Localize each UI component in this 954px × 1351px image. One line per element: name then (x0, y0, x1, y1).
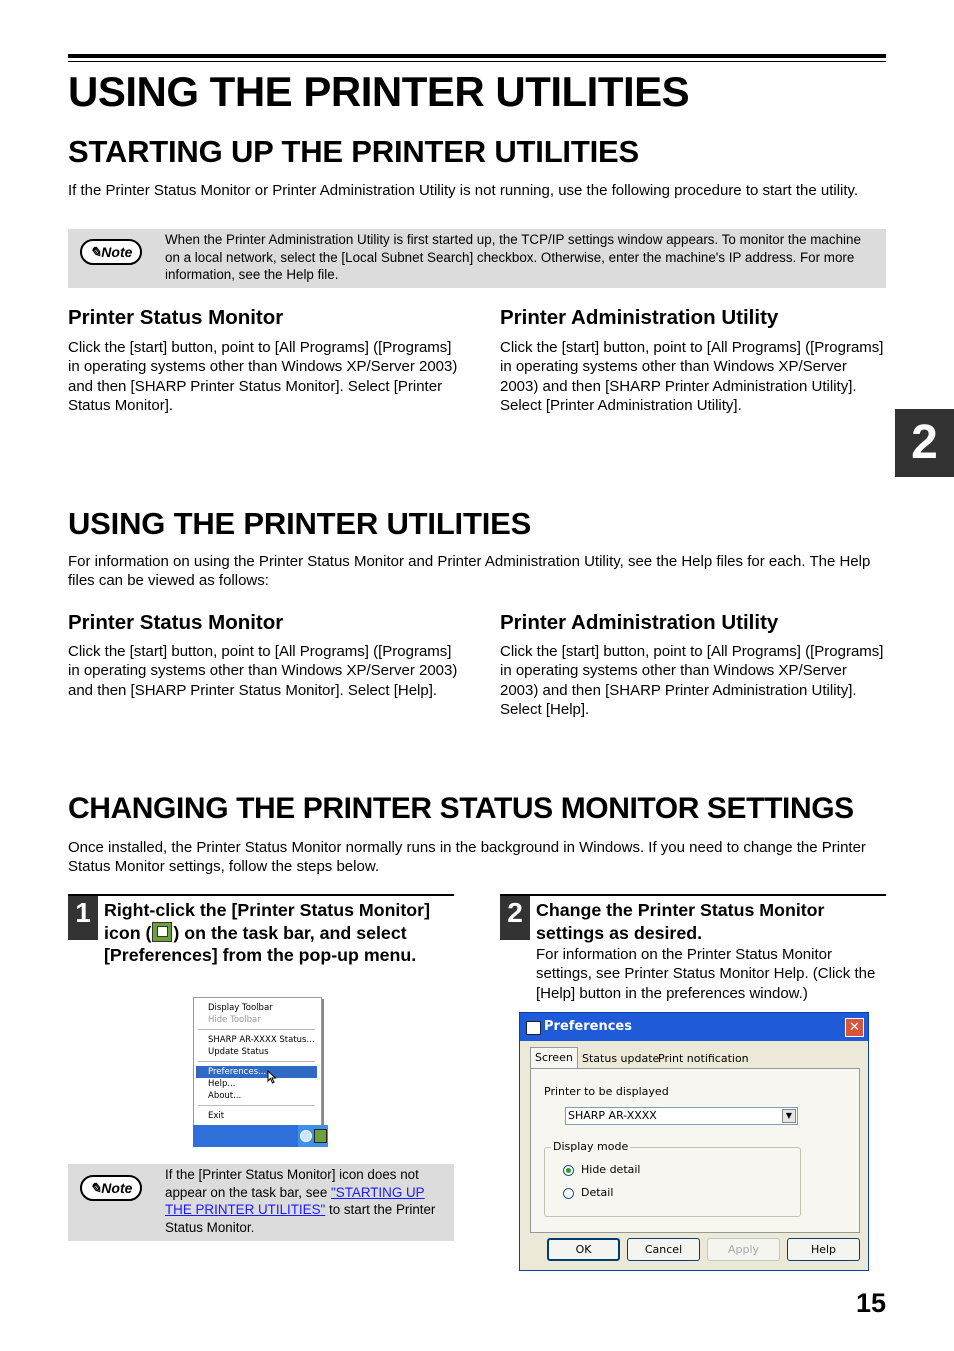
ok-button[interactable]: OK (547, 1238, 620, 1261)
step-number: 1 (68, 896, 98, 940)
note-label: Note (101, 244, 133, 260)
tab-screen[interactable]: Screen (530, 1047, 578, 1069)
header-rule-thin (68, 61, 886, 62)
note-text-part2: to start the Printer Status Monitor. (165, 1202, 436, 1235)
menu-separator (198, 1061, 315, 1062)
section-heading-starting-up: STARTING UP THE PRINTER UTILITIES (68, 134, 639, 169)
tray-arrow-icon[interactable] (300, 1130, 312, 1142)
mouse-cursor-icon (267, 1070, 277, 1084)
radio-selected-dot (566, 1168, 571, 1173)
step-rule (500, 894, 886, 896)
menu-item-preferences[interactable]: Preferences... (196, 1066, 317, 1078)
menu-item-hide-toolbar[interactable]: Hide Toolbar (208, 1015, 261, 1025)
pencil-icon: ✎ (89, 244, 102, 260)
printer-select[interactable] (565, 1107, 798, 1125)
note-text-part1: If the [Printer Status Monitor] icon does not appear on the task bar, see (165, 1167, 419, 1200)
printer-status-tray-icon[interactable] (314, 1129, 327, 1143)
section-intro: Once installed, the Printer Status Monitor normally runs in the background in Windows. If you need to change the Printer Status Monitor settings, follow the steps below. (68, 839, 866, 876)
menu-item-help[interactable]: Help... (208, 1079, 236, 1089)
subheading-admin-utility: Printer Administration Utility (500, 306, 779, 329)
note-text (165, 1166, 447, 1236)
display-mode-label: Display mode (553, 1140, 629, 1153)
chapter-tab: 2 (895, 409, 954, 477)
system-tray (298, 1125, 328, 1147)
display-mode-group (544, 1147, 801, 1217)
section-heading-changing: CHANGING THE PRINTER STATUS MONITOR SETTINGS (68, 792, 854, 825)
pencil-icon: ✎ (89, 1180, 102, 1196)
step1-title-part1: Right-click the [Printer Status Monitor] icon ( (104, 900, 431, 943)
printer-select-value: SHARP AR-XXXX (568, 1109, 657, 1122)
cross-reference-link[interactable]: "STARTING UP THE PRINTER UTILITIES" (165, 1184, 425, 1218)
menu-separator (198, 1029, 315, 1030)
menu-item-display-toolbar[interactable]: Display Toolbar (208, 1003, 273, 1013)
page-number: 15 (855, 1288, 886, 1318)
radio-detail[interactable] (563, 1188, 574, 1199)
note-text: When the Printer Administration Utility is first started up, the TCP/IP settings window appears. To monitor the machine on a local network, select the [Local Subnet Search] checkbox. Otherwise, enter the machine's IP address. For more information, see the Help file. (165, 232, 861, 283)
close-icon[interactable]: ✕ (845, 1018, 864, 1037)
status-monitor-text: Click the [start] button, point to [All Programs] ([Programs] in operating systems other than Windows XP/Server 2003) and then [SHARP Printer Status Monitor]. Select [Printer Status Monitor]. (68, 339, 458, 415)
note-box (68, 1164, 454, 1241)
apply-button[interactable]: Apply (707, 1238, 780, 1261)
note-badge (80, 1175, 142, 1201)
printer-field-label: Printer to be displayed (544, 1085, 669, 1098)
step-number: 2 (500, 896, 530, 940)
cancel-button[interactable]: Cancel (627, 1238, 700, 1261)
chevron-down-icon[interactable]: ▼ (782, 1109, 796, 1123)
context-menu (193, 997, 322, 1127)
header-rule-thick (68, 54, 886, 58)
radio-hide-detail[interactable] (563, 1165, 574, 1176)
step2-title: Change the Printer Status Monitor settings as desired. (536, 900, 825, 943)
section-intro: If the Printer Status Monitor or Printer Administration Utility is not running, use the following procedure to start the utility. (68, 182, 859, 199)
note-label: Note (101, 1180, 133, 1196)
note-badge (80, 239, 142, 265)
option-detail-label: Detail (581, 1186, 614, 1199)
step-rule (68, 894, 454, 896)
window-app-icon (526, 1021, 541, 1035)
dialog-title: Preferences (544, 1019, 632, 1034)
dialog-titlebar (520, 1013, 868, 1041)
help-button[interactable]: Help (787, 1238, 860, 1261)
note-box (68, 229, 886, 288)
menu-separator (198, 1105, 315, 1106)
page-title: USING THE PRINTER UTILITIES (68, 68, 690, 115)
menu-item-status[interactable]: SHARP AR-XXXX Status... (208, 1035, 315, 1045)
menu-item-update-status[interactable]: Update Status (208, 1047, 269, 1057)
admin-utility-text: Click the [start] button, point to [All Programs] ([Programs] in operating systems other than Windows XP/Server 2003) and then [SHARP Printer Administration Utility]. Select [Printer Administration Utility]. (500, 339, 884, 415)
status-monitor-text: Click the [start] button, point to [All Programs] ([Programs] in operating systems other than Windows XP/Server 2003) and then [SHARP Printer Status Monitor]. Select [Help]. (68, 643, 458, 699)
section-intro: For information on using the Printer Status Monitor and Printer Administration Utility, see the Help files for each. The Help files can be viewed as follows: (68, 553, 871, 590)
taskbar (193, 1125, 328, 1147)
menu-item-exit[interactable]: Exit (208, 1111, 225, 1121)
step1-title-part2: ) on the task bar, and select [Preferences] from the pop-up menu. (104, 922, 417, 965)
subheading-status-monitor: Printer Status Monitor (68, 306, 284, 329)
menu-item-about[interactable]: About... (208, 1091, 242, 1101)
admin-utility-text: Click the [start] button, point to [All Programs] ([Programs] in operating systems other than Windows XP/Server 2003) and then [SHARP Printer Administration Utility]. Select [Help]. (500, 643, 884, 719)
option-hide-detail-label: Hide detail (581, 1163, 641, 1176)
printer-status-tray-icon (152, 922, 172, 942)
step1-title (104, 899, 454, 967)
preferences-dialog (519, 1012, 869, 1271)
tab-status-update[interactable]: Status update (582, 1052, 660, 1065)
tab-panel (530, 1068, 860, 1233)
step2-text: For information on the Printer Status Monitor settings, see Printer Status Monitor Help. (Click the [Help] button in the preferences window.) (536, 946, 876, 1002)
subheading-status-monitor: Printer Status Monitor (68, 611, 284, 634)
section-heading-using: USING THE PRINTER UTILITIES (68, 506, 532, 541)
tab-print-notification[interactable]: Print notification (658, 1052, 749, 1065)
subheading-admin-utility: Printer Administration Utility (500, 611, 779, 634)
